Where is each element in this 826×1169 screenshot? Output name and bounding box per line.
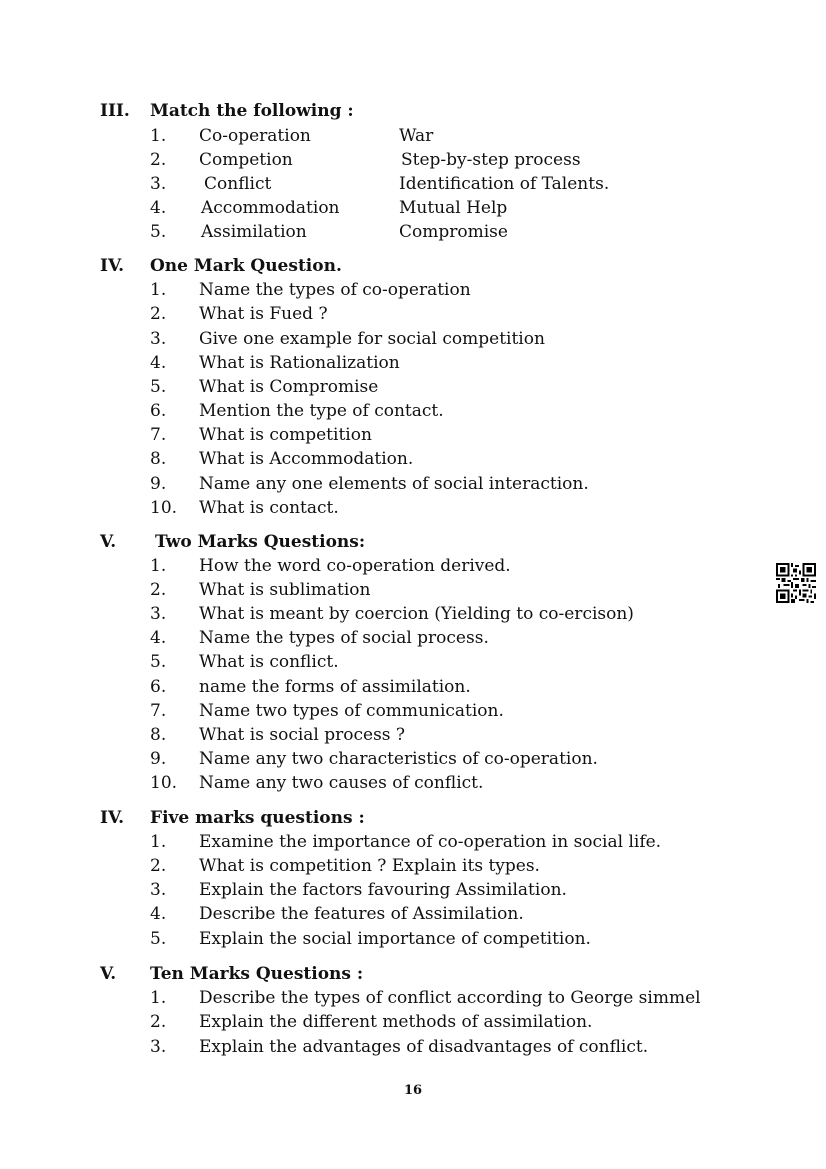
item-number: 7. xyxy=(150,701,167,721)
section-number: V. xyxy=(100,532,117,552)
question-text: What is contact. xyxy=(199,498,339,518)
section-title: One Mark Question. xyxy=(150,256,342,276)
match-right: Mutual Help xyxy=(399,198,508,218)
question-text: Explain the factors favouring Assimilation. xyxy=(199,880,567,900)
item-number: 3. xyxy=(150,174,167,194)
item-number: 9. xyxy=(150,749,167,769)
question-text: How the word co-operation derived. xyxy=(199,556,511,576)
match-right: Step-by-step process xyxy=(401,150,581,170)
question-text: What is competition ? Explain its types. xyxy=(199,856,540,876)
item-number: 5. xyxy=(150,929,167,949)
question-text: What is Rationalization xyxy=(199,353,400,373)
question-text: Name the types of co-operation xyxy=(199,280,471,300)
question-text: Name the types of social process. xyxy=(199,628,489,648)
item-number: 1. xyxy=(150,280,167,300)
item-number: 5. xyxy=(150,652,167,672)
section-title: Match the following : xyxy=(150,101,354,121)
section-title: Five marks questions : xyxy=(150,808,365,828)
page-number: 16 xyxy=(403,1083,423,1098)
item-number: 3. xyxy=(150,604,167,624)
item-number: 9. xyxy=(150,474,167,494)
item-number: 2. xyxy=(150,150,167,170)
item-number: 4. xyxy=(150,628,167,648)
match-left: Assimilation xyxy=(201,222,307,242)
question-text: What is conflict. xyxy=(199,652,339,672)
item-number: 10. xyxy=(150,773,178,793)
question-text: Explain the advantages of disadvantages of conflict. xyxy=(199,1037,649,1057)
question-text: Name two types of communication. xyxy=(199,701,504,721)
match-left: Competion xyxy=(199,150,293,170)
item-number: 4. xyxy=(150,904,167,924)
question-text: Mention the type of contact. xyxy=(199,401,444,421)
item-number: 1. xyxy=(150,832,167,852)
question-text: What is competition xyxy=(199,425,372,445)
question-text: What is sublimation xyxy=(199,580,371,600)
question-text: What is Accommodation. xyxy=(199,449,414,469)
question-text: Describe the features of Assimilation. xyxy=(199,904,524,924)
match-right: Identification of Talents. xyxy=(399,174,610,194)
question-text: Explain the different methods of assimilation. xyxy=(199,1012,593,1032)
match-left: Conflict xyxy=(204,174,272,194)
item-number: 6. xyxy=(150,677,167,697)
question-text: What is Fued ? xyxy=(199,304,328,324)
item-number: 1. xyxy=(150,988,167,1008)
section-number: III. xyxy=(100,101,130,121)
question-text: Name any two characteristics of co-operation. xyxy=(199,749,598,769)
item-number: 7. xyxy=(150,425,167,445)
match-left: Accommodation xyxy=(201,198,340,218)
match-right: War xyxy=(399,126,434,146)
item-number: 8. xyxy=(150,725,167,745)
item-number: 2. xyxy=(150,1012,167,1032)
item-number: 2. xyxy=(150,304,167,324)
section-number: IV. xyxy=(100,256,125,276)
item-number: 3. xyxy=(150,329,167,349)
item-number: 2. xyxy=(150,856,167,876)
item-number: 4. xyxy=(150,198,167,218)
item-number: 2. xyxy=(150,580,167,600)
item-number: 1. xyxy=(150,556,167,576)
section-title: Two Marks Questions: xyxy=(155,532,366,552)
question-text: Name any two causes of conflict. xyxy=(199,773,484,793)
section-number: IV. xyxy=(100,808,125,828)
question-text: Describe the types of conflict according to George simmel xyxy=(199,988,701,1008)
question-text: What is Compromise xyxy=(199,377,379,397)
item-number: 5. xyxy=(150,377,167,397)
item-number: 8. xyxy=(150,449,167,469)
match-right: Compromise xyxy=(399,222,508,242)
question-text: What is meant by coercion (Yielding to co-ercison) xyxy=(199,604,634,624)
item-number: 6. xyxy=(150,401,167,421)
item-number: 3. xyxy=(150,880,167,900)
question-text: Name any one elements of social interaction. xyxy=(199,474,589,494)
qr-code-icon[interactable] xyxy=(776,563,816,603)
item-number: 5. xyxy=(150,222,167,242)
item-number: 3. xyxy=(150,1037,167,1057)
section-number: V. xyxy=(100,964,117,984)
question-text: Give one example for social competition xyxy=(199,329,545,349)
match-left: Co-operation xyxy=(199,126,311,146)
question-text: Explain the social importance of competition. xyxy=(199,929,591,949)
question-text: name the forms of assimilation. xyxy=(199,677,471,697)
item-number: 10. xyxy=(150,498,178,518)
item-number: 1. xyxy=(150,126,167,146)
question-text: Examine the importance of co-operation in social life. xyxy=(199,832,662,852)
section-title: Ten Marks Questions : xyxy=(150,964,364,984)
item-number: 4. xyxy=(150,353,167,373)
question-text: What is social process ? xyxy=(199,725,406,745)
